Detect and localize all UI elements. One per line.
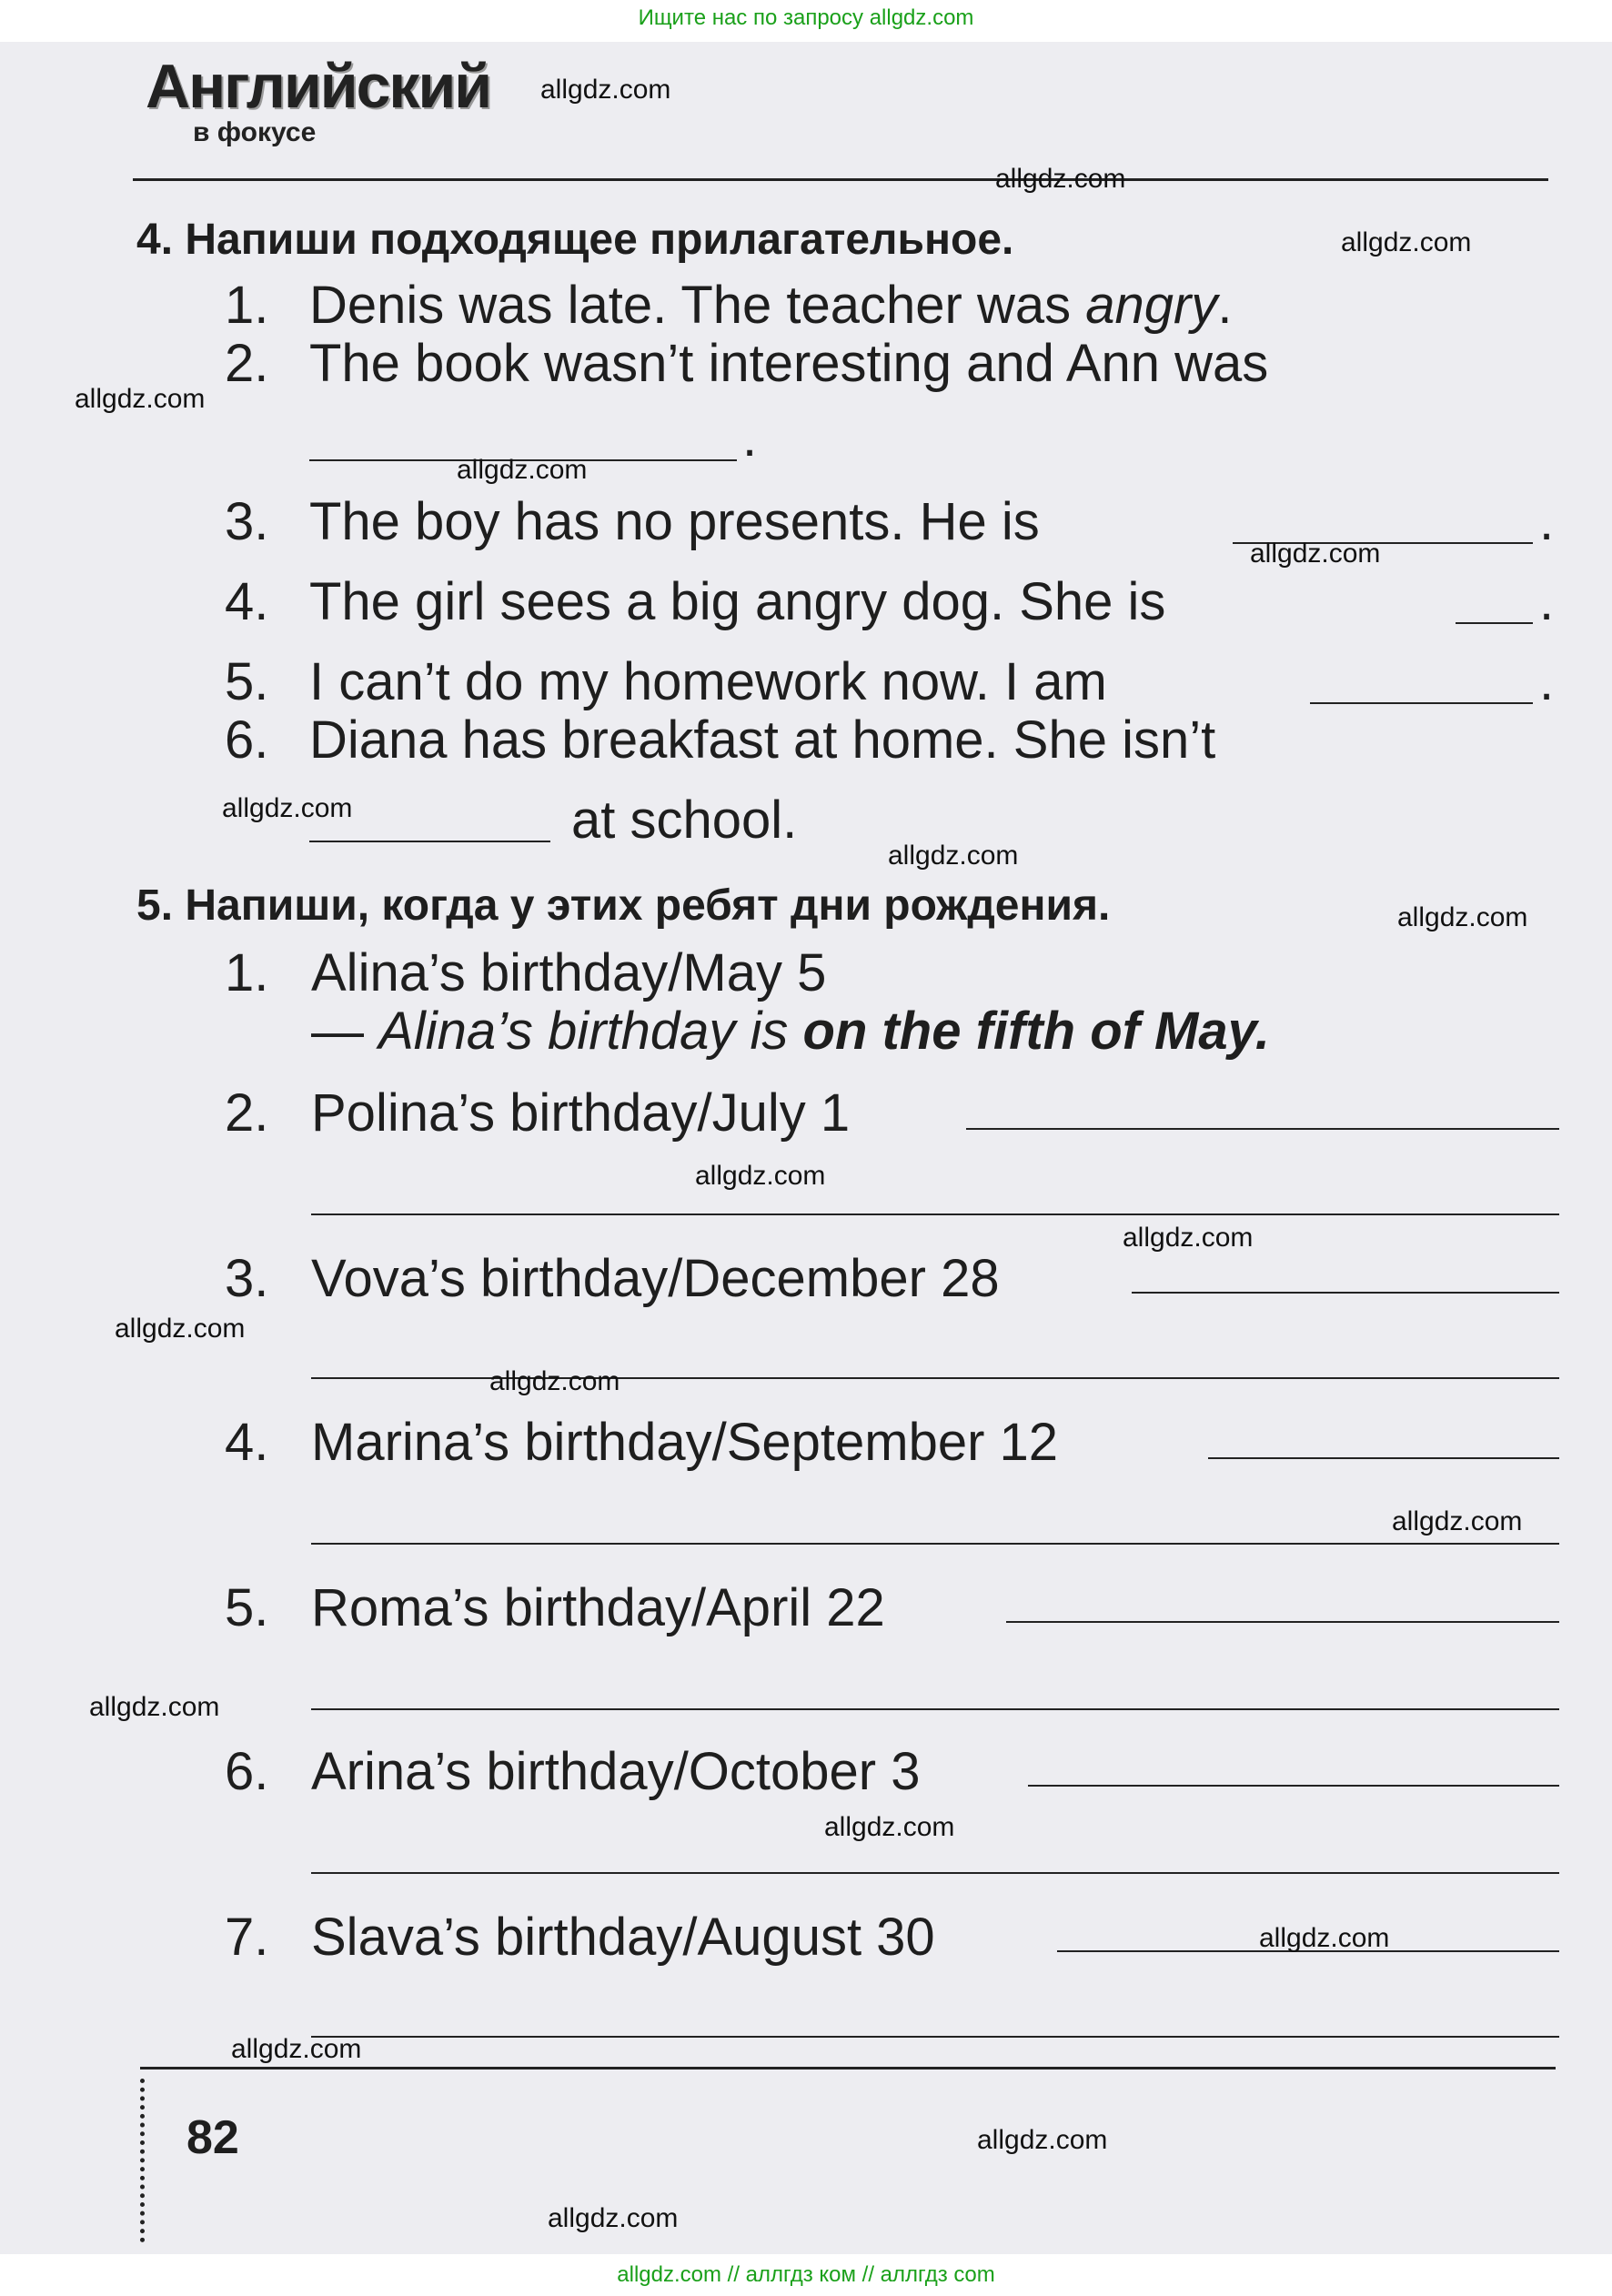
exercise-5-item-5: Roma’s birthday/April 22 xyxy=(311,1578,885,1637)
period: . xyxy=(742,408,758,468)
watermark: allgdz.com xyxy=(231,2034,362,2064)
exercise-4-item-2: The book wasn’t interesting and Ann was xyxy=(309,334,1269,393)
footer-rule xyxy=(140,2067,1556,2069)
watermark: allgdz.com xyxy=(89,1692,220,1722)
watermark: allgdz.com xyxy=(888,841,1019,871)
top-banner[interactable]: Ищите нас по запросу allgdz.com xyxy=(638,5,974,30)
answer-blank[interactable] xyxy=(1310,702,1533,704)
watermark: allgdz.com xyxy=(1250,539,1381,569)
watermark: allgdz.com xyxy=(977,2125,1108,2155)
answer-blank[interactable] xyxy=(1028,1785,1559,1787)
period: . xyxy=(1539,492,1555,551)
logo-title: Английский xyxy=(146,52,491,121)
exercise-5-item-4: Marina’s birthday/September 12 xyxy=(311,1413,1059,1472)
watermark: allgdz.com xyxy=(1392,1506,1523,1536)
item-number: 1. xyxy=(225,943,269,1002)
answer-blank[interactable] xyxy=(311,1708,1559,1710)
exercise-4-heading: 4. Напиши подходящее прилагательное. xyxy=(136,216,1014,264)
exercise-5-item-7: Slava’s birthday/August 30 xyxy=(311,1908,935,1967)
bleed-through-text xyxy=(146,300,158,353)
item-number: 7. xyxy=(225,1908,269,1967)
item-number: 3. xyxy=(225,1249,269,1308)
answer-blank[interactable] xyxy=(311,1872,1559,1874)
item-number: 2. xyxy=(225,334,269,393)
logo-subtitle: в фокусе xyxy=(193,117,317,147)
watermark: allgdz.com xyxy=(1259,1923,1390,1953)
watermark: allgdz.com xyxy=(1123,1223,1254,1253)
period: . xyxy=(1539,572,1555,631)
answer-blank[interactable] xyxy=(311,2036,1559,2038)
item-number: 4. xyxy=(225,1413,269,1472)
item-number: 5. xyxy=(225,1578,269,1637)
item-number: 6. xyxy=(225,1742,269,1801)
footer-dotted-line xyxy=(140,2079,152,2242)
exercise-4-item-1: Denis was late. The teacher was angry. xyxy=(309,276,1233,335)
item-number: 1. xyxy=(225,276,269,335)
at-school-text: at school. xyxy=(571,791,798,850)
watermark: allgdz.com xyxy=(222,793,353,823)
item-number: 6. xyxy=(225,710,269,770)
example-answer: — Alina’s birthday is on the fifth of May. xyxy=(311,1002,1270,1061)
answer-blank[interactable] xyxy=(1456,622,1533,624)
item-number: 2. xyxy=(225,1083,269,1143)
book-logo xyxy=(146,52,491,155)
page-number: 82 xyxy=(186,2111,239,2164)
answer-blank[interactable] xyxy=(1208,1457,1559,1459)
bottom-banner[interactable]: allgdz.com // аллгдз ком // аллгдз com xyxy=(617,2262,995,2287)
answer-blank[interactable] xyxy=(309,841,550,842)
exercise-5-heading: 5. Напиши, когда у этих ребят дни рождения. xyxy=(136,881,1111,930)
header-rule xyxy=(133,178,1548,181)
item-number: 5. xyxy=(225,652,269,711)
answer-blank[interactable] xyxy=(1006,1621,1559,1623)
exercise-5-item-2: Polina’s birthday/July 1 xyxy=(311,1083,851,1143)
watermark: allgdz.com xyxy=(695,1161,826,1191)
watermark: allgdz.com xyxy=(1397,902,1528,932)
exercise-4-item-4: The girl sees a big angry dog. She is xyxy=(309,572,1166,631)
exercise-5-item-1: Alina’s birthday/May 5 xyxy=(311,943,827,1002)
period: . xyxy=(1539,652,1555,711)
watermark: allgdz.com xyxy=(489,1366,620,1396)
item-number: 4. xyxy=(225,572,269,631)
item-number: 3. xyxy=(225,492,269,551)
watermark: allgdz.com xyxy=(75,384,206,414)
exercise-5-item-6: Arina’s birthday/October 3 xyxy=(311,1742,921,1801)
watermark: allgdz.com xyxy=(540,75,671,105)
exercise-4-item-5: I can’t do my homework now. I am xyxy=(309,652,1107,711)
answer-blank[interactable] xyxy=(311,1543,1559,1545)
watermark: allgdz.com xyxy=(457,455,588,485)
watermark: allgdz.com xyxy=(115,1314,246,1344)
exercise-4-item-6: Diana has breakfast at home. She isn’t xyxy=(309,710,1216,770)
watermark: allgdz.com xyxy=(548,2203,679,2233)
answer-blank[interactable] xyxy=(966,1128,1559,1130)
watermark: allgdz.com xyxy=(824,1812,955,1842)
exercise-4-item-3: The boy has no presents. He is xyxy=(309,492,1040,551)
watermark: allgdz.com xyxy=(1341,227,1472,257)
exercise-5-item-3: Vova’s birthday/December 28 xyxy=(311,1249,1000,1308)
watermark: allgdz.com xyxy=(995,164,1126,194)
answer-blank[interactable] xyxy=(311,1213,1559,1215)
answer-blank[interactable] xyxy=(1132,1292,1559,1294)
